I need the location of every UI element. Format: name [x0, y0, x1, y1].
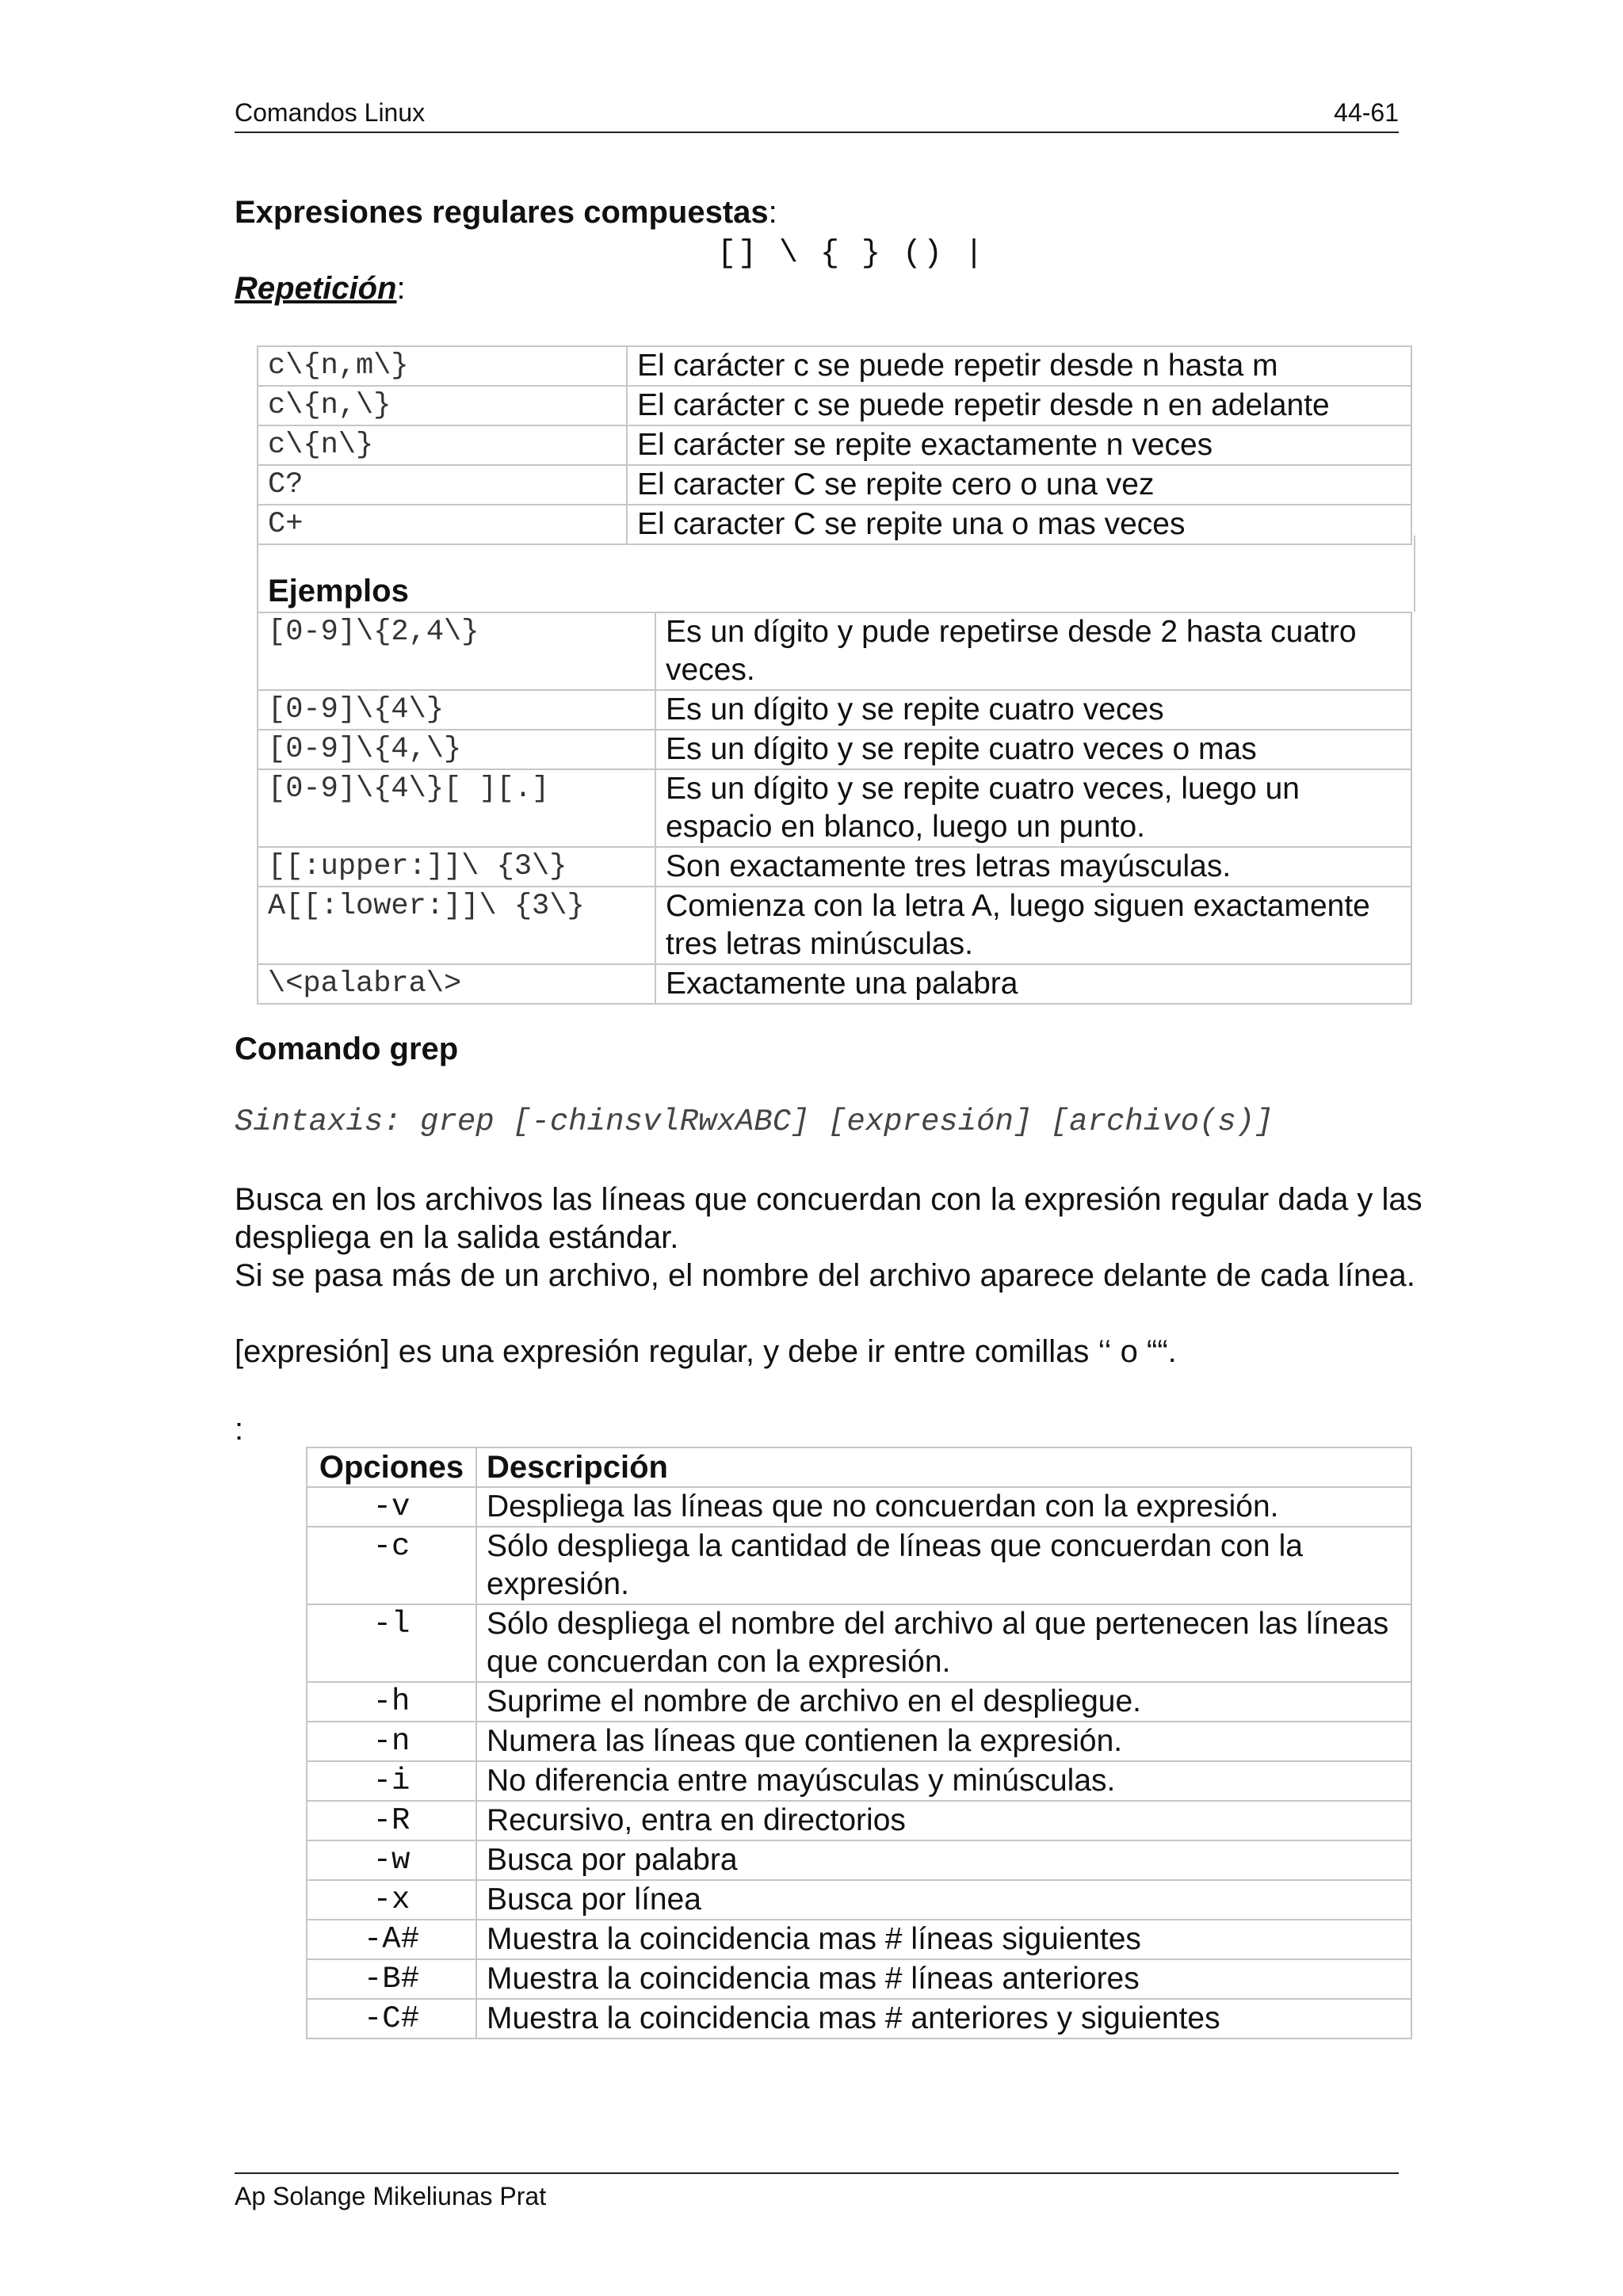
example-desc: Es un dígito y se repite cuatro veces, luego un espacio en blanco, luego un punto.: [655, 769, 1411, 847]
options-table: [306, 1447, 1412, 2039]
repetition-desc: El carácter se repite exactamente n veces: [627, 425, 1411, 465]
option-opt: -C#: [307, 1999, 476, 2039]
repetition-code: C+: [258, 505, 627, 544]
example-desc: Exactamente una palabra: [655, 964, 1411, 1004]
grep-title: Comando grep: [235, 1032, 459, 1066]
example-desc: Comienza con la letra A, luego siguen exactamente tres letras minúsculas.: [655, 887, 1411, 964]
grep-syntax: Sintaxis: grep [-chinsvlRwxABC] [expresión] [archivo(s)]: [235, 1104, 1274, 1139]
repetition-code: c\{n,\}: [258, 386, 627, 425]
option-opt: -c: [307, 1527, 476, 1604]
repetition-row: [258, 386, 1411, 425]
example-row: [258, 769, 1411, 847]
header-title: Comandos Linux: [235, 98, 426, 127]
repetition-desc: El carácter c se puede repetir desde n hasta m: [627, 346, 1411, 386]
option-row: [307, 1840, 1411, 1880]
repetition-desc: El caracter C se repite cero o una vez: [627, 465, 1411, 505]
option-desc: Sólo despliega el nombre del archivo al que pertenecen las líneas que concuerdan con la expresión.: [476, 1604, 1411, 1682]
repetition-row: [258, 346, 1411, 386]
example-desc: Es un dígito y se repite cuatro veces o mas: [655, 730, 1411, 769]
repetition-row: [258, 465, 1411, 505]
section-title-suffix: :: [768, 195, 777, 230]
option-row: [307, 1682, 1411, 1722]
example-code: [[:upper:]]\ {3\}: [258, 847, 655, 887]
option-row: [307, 1999, 1411, 2039]
option-opt: -v: [307, 1487, 476, 1527]
option-opt: -R: [307, 1801, 476, 1840]
option-desc: Despliega las líneas que no concuerdan con la expresión.: [476, 1487, 1411, 1527]
example-row: [258, 730, 1411, 769]
section-title-text: Expresiones regulares compuestas: [235, 195, 769, 230]
option-row: [307, 1487, 1411, 1527]
examples-table: [257, 612, 1412, 1005]
option-desc: No diferencia entre mayúsculas y minúsculas.: [476, 1761, 1411, 1801]
footer-author: Ap Solange Mikeliunas Prat: [235, 2182, 547, 2210]
option-desc: Numera las líneas que contienen la expresión.: [476, 1722, 1411, 1761]
option-row: [307, 1722, 1411, 1761]
option-row: [307, 1920, 1411, 1959]
option-opt: -B#: [307, 1959, 476, 1999]
option-opt: -w: [307, 1840, 476, 1880]
examples-header-cell: [257, 536, 1415, 612]
meta-characters: [] \ { } () |: [717, 236, 986, 272]
example-desc: Son exactamente tres letras mayúsculas.: [655, 847, 1411, 887]
repetition-title: Repetición: [235, 271, 397, 306]
options-header: Opciones: [307, 1447, 476, 1487]
description-header: Descripción: [476, 1447, 1411, 1487]
example-row: [258, 847, 1411, 887]
example-row: [258, 690, 1411, 730]
example-row: [258, 612, 1411, 690]
option-row: [307, 1801, 1411, 1840]
option-opt: -h: [307, 1682, 476, 1722]
option-desc: Suprime el nombre de archivo en el despliegue.: [476, 1682, 1411, 1722]
option-row: [307, 1604, 1411, 1682]
repetition-table: [257, 345, 1412, 545]
repetition-code: C?: [258, 465, 627, 505]
footer-divider: [235, 2172, 1399, 2174]
option-desc: Sólo despliega la cantidad de líneas que concuerdan con la expresión.: [476, 1527, 1411, 1604]
repetition-heading: [235, 271, 406, 307]
options-header-row: [307, 1447, 1411, 1487]
option-row: [307, 1761, 1411, 1801]
example-code: [0-9]\{2,4\}: [258, 612, 655, 690]
example-code: [0-9]\{4,\}: [258, 730, 655, 769]
option-opt: -n: [307, 1722, 476, 1761]
header-divider: [235, 132, 1399, 133]
repetition-code: c\{n,m\}: [258, 346, 627, 386]
option-desc: Muestra la coincidencia mas # líneas siguientes: [476, 1920, 1411, 1959]
option-desc: Busca por línea: [476, 1880, 1411, 1920]
option-desc: Muestra la coincidencia mas # anteriores y siguientes: [476, 1999, 1411, 2039]
example-desc: Es un dígito y pude repetirse desde 2 hasta cuatro veces.: [655, 612, 1411, 690]
option-desc: Recursivo, entra en directorios: [476, 1801, 1411, 1840]
examples-title: Ejemplos: [268, 574, 409, 608]
option-opt: -A#: [307, 1920, 476, 1959]
example-desc: Es un dígito y se repite cuatro veces: [655, 690, 1411, 730]
description-paragraph-2: Si se pasa más de un archivo, el nombre del archivo aparece delante de cada línea.: [235, 1258, 1415, 1293]
repetition-desc: El carácter c se puede repetir desde n en adelante: [627, 386, 1411, 425]
option-row: [307, 1959, 1411, 1999]
option-opt: -i: [307, 1761, 476, 1801]
repetition-code: c\{n\}: [258, 425, 627, 465]
option-row: [307, 1880, 1411, 1920]
example-code: \<palabra\>: [258, 964, 655, 1004]
example-row: [258, 964, 1411, 1004]
page-number: 44-61: [1334, 98, 1399, 127]
option-desc: Busca por palabra: [476, 1840, 1411, 1880]
example-code: [0-9]\{4\}: [258, 690, 655, 730]
description-paragraph-3: [expresión] es una expresión regular, y debe ir entre comillas ‘‘ o ““.: [235, 1334, 1177, 1369]
example-row: [258, 887, 1411, 964]
example-code: A[[:lower:]]\ {3\}: [258, 887, 655, 964]
repetition-desc: El caracter C se repite una o mas veces: [627, 505, 1411, 544]
option-row: [307, 1527, 1411, 1604]
colon-marker: :: [235, 1412, 244, 1447]
section-title: [235, 195, 777, 231]
option-desc: Muestra la coincidencia mas # líneas anteriores: [476, 1959, 1411, 1999]
option-opt: -l: [307, 1604, 476, 1682]
repetition-row: [258, 425, 1411, 465]
repetition-suffix: :: [396, 271, 406, 306]
example-code: [0-9]\{4\}[ ][.]: [258, 769, 655, 847]
option-opt: -x: [307, 1880, 476, 1920]
description-paragraph-1: Busca en los archivos las líneas que concuerdan con la expresión regular dada y las despliega en la salida estándar.: [235, 1182, 1423, 1255]
